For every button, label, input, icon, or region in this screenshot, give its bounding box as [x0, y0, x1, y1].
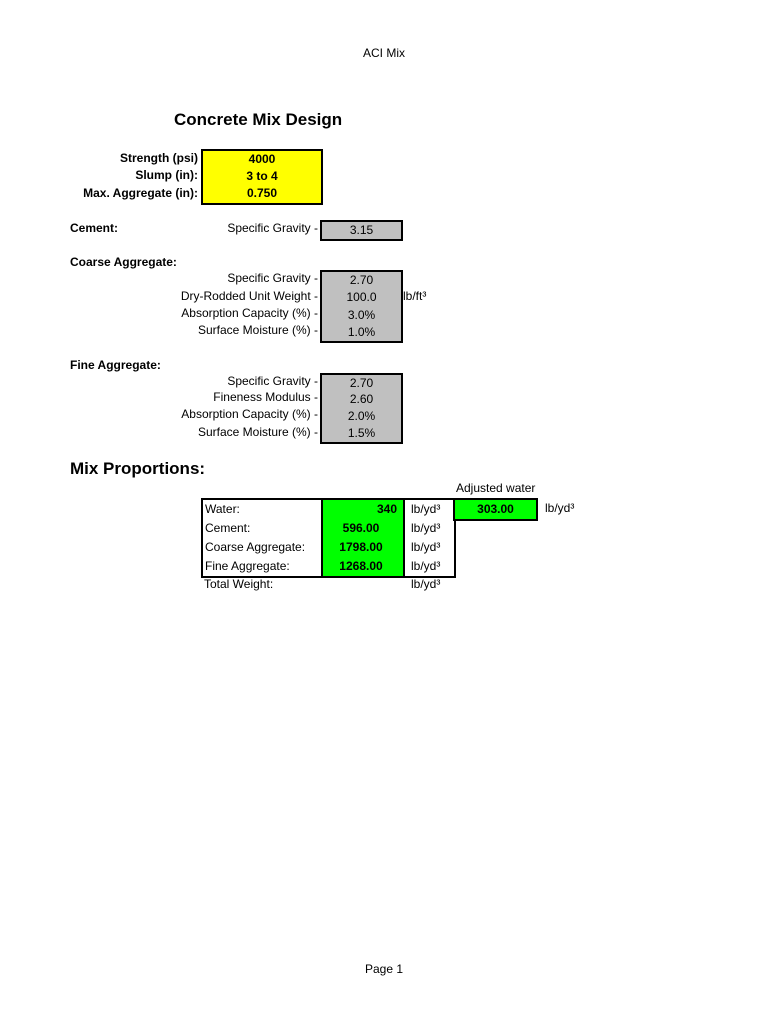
- fine-heading: Fine Aggregate:: [70, 358, 161, 372]
- slump-label: Slump (in):: [135, 168, 198, 182]
- mix-coarse-label: Coarse Aggregate:: [205, 540, 306, 554]
- mix-fine-unit: lb/yd³: [411, 559, 441, 573]
- mix-table: [201, 498, 456, 578]
- coarse-absorption-label: Absorption Capacity (%) -: [181, 306, 318, 320]
- max-aggregate-input[interactable]: 0.750: [246, 186, 278, 200]
- fine-absorption-label: Absorption Capacity (%) -: [181, 407, 318, 421]
- coarse-moisture-input[interactable]: 1.0%: [347, 325, 376, 339]
- mix-water-value[interactable]: 340: [376, 502, 397, 516]
- adjusted-water-label: Adjusted water: [456, 481, 536, 495]
- mix-coarse-unit: lb/yd³: [411, 540, 441, 554]
- fine-values-box: [320, 373, 403, 444]
- page-footer: Page 1: [364, 962, 404, 976]
- strength-input[interactable]: 4000: [248, 152, 276, 166]
- fine-fineness-input[interactable]: 2.60: [349, 392, 374, 406]
- fine-sg-label: Specific Gravity -: [227, 374, 318, 388]
- page-title: Concrete Mix Design: [174, 110, 343, 129]
- page-header: ACI Mix: [363, 46, 405, 60]
- mix-cement-value[interactable]: 596.00: [342, 521, 380, 535]
- adjusted-water-value[interactable]: 303.00: [453, 498, 538, 521]
- mix-cement-unit: lb/yd³: [411, 521, 441, 535]
- coarse-sg-label: Specific Gravity -: [227, 271, 318, 285]
- mix-cement-label: Cement:: [205, 521, 251, 535]
- coarse-sg-input[interactable]: 2.70: [349, 273, 374, 287]
- mix-heading: Mix Proportions:: [70, 459, 206, 478]
- fine-fineness-label: Fineness Modulus -: [213, 390, 318, 404]
- mix-coarse-value[interactable]: 1798.00: [339, 540, 383, 554]
- coarse-unit-weight-input[interactable]: 100.0: [346, 290, 377, 304]
- fine-moisture-label: Surface Moisture (%) -: [197, 425, 318, 439]
- mix-water-unit: lb/yd³: [411, 502, 441, 516]
- total-weight-unit: lb/yd³: [411, 577, 441, 591]
- mix-water-label: Water:: [205, 502, 240, 516]
- cement-sg-label: Specific Gravity -: [227, 221, 318, 235]
- coarse-moisture-label: Surface Moisture (%) -: [197, 323, 318, 337]
- slump-input[interactable]: 3 to 4: [246, 169, 278, 183]
- mix-fine-value[interactable]: 1268.00: [339, 559, 383, 573]
- fine-absorption-input[interactable]: 2.0%: [347, 409, 376, 423]
- adjusted-water-unit: lb/yd³: [545, 501, 575, 515]
- cement-sg-input[interactable]: 3.15: [349, 223, 374, 237]
- strength-label: Strength (psi): [120, 151, 198, 165]
- coarse-heading: Coarse Aggregate:: [70, 255, 177, 269]
- fine-moisture-input[interactable]: 1.5%: [347, 426, 376, 440]
- total-weight-label: Total Weight:: [204, 577, 274, 591]
- design-inputs-box: [201, 149, 323, 205]
- coarse-values-box: [320, 270, 403, 343]
- cement-sg-box: [320, 220, 403, 241]
- mix-fine-label: Fine Aggregate:: [205, 559, 290, 573]
- coarse-unit-weight-unit: lb/ft³: [403, 289, 427, 303]
- fine-sg-input[interactable]: 2.70: [349, 376, 374, 390]
- cement-heading: Cement:: [70, 221, 119, 235]
- max-aggregate-label: Max. Aggregate (in):: [83, 186, 198, 200]
- coarse-absorption-input[interactable]: 3.0%: [347, 308, 376, 322]
- coarse-unit-weight-label: Dry-Rodded Unit Weight -: [180, 289, 318, 303]
